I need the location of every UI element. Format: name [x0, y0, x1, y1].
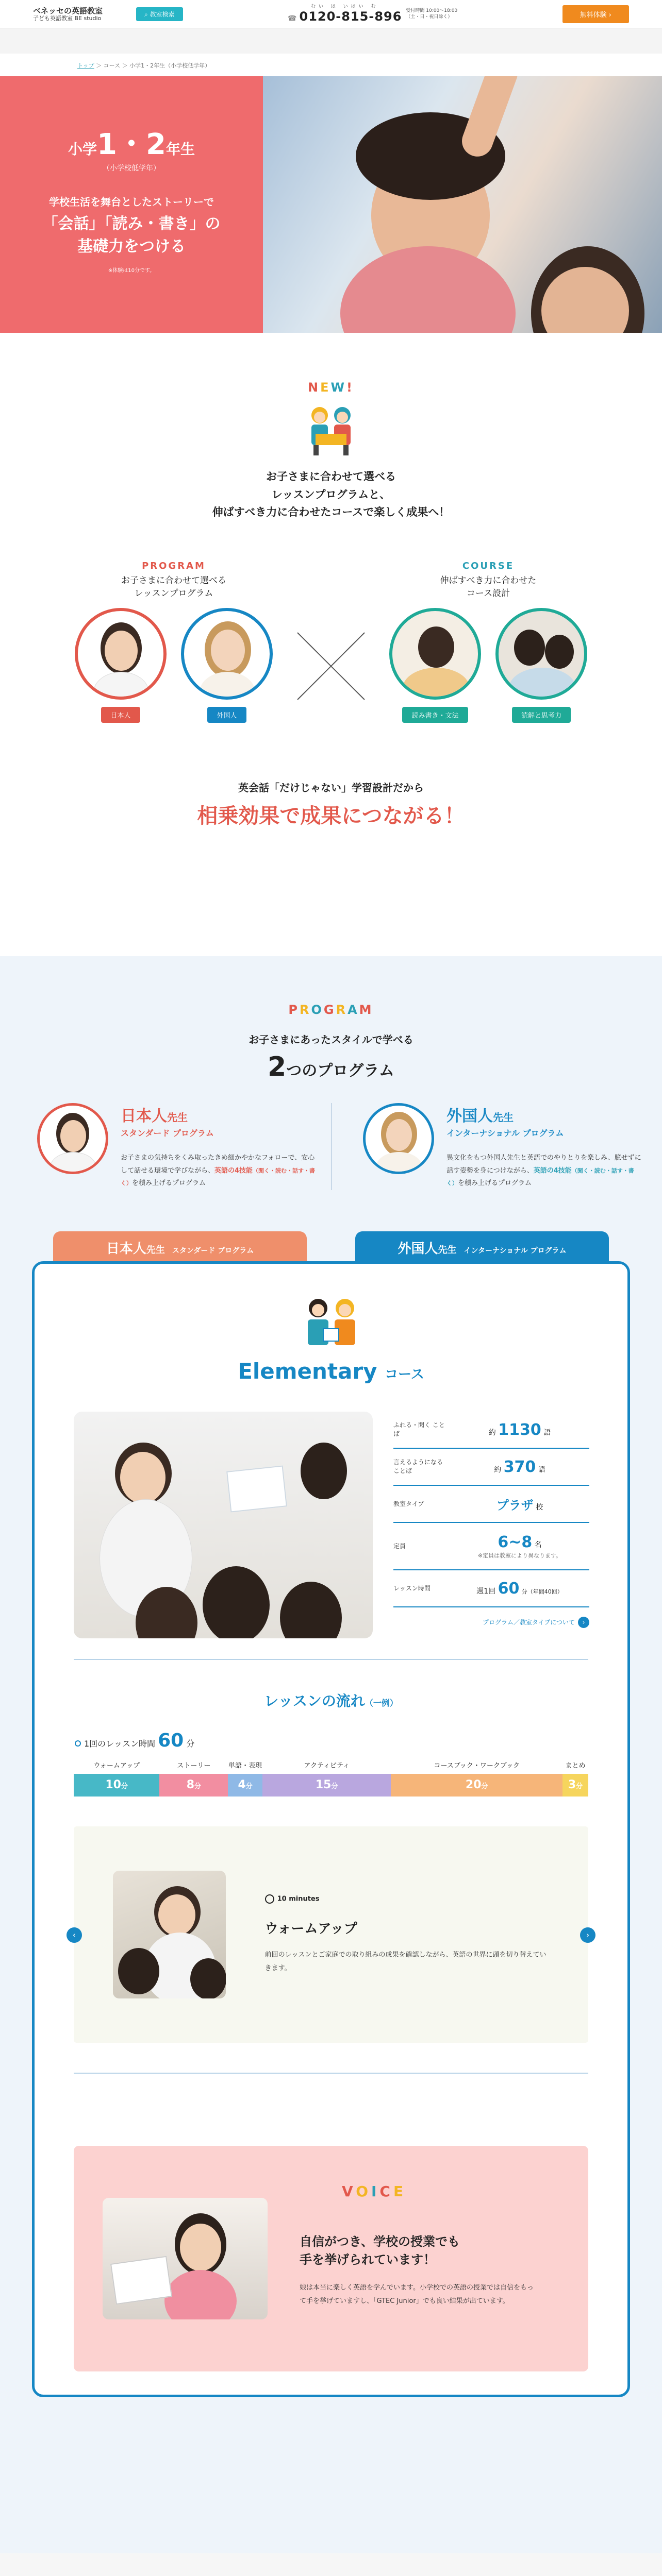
prev-slide-button[interactable]: ‹ [67, 1927, 82, 1943]
comprehension-label: 読解と思考力 [512, 707, 571, 723]
phone-ruby: むい は いはい む [310, 4, 379, 10]
timeline-step-name: まとめ [565, 1762, 586, 1770]
logo-line2: 子ども英語教室 BE studio [33, 14, 102, 22]
classroom-search-button[interactable] [136, 7, 183, 21]
breadcrumb-path: ＞ コース ＞ 小学1・2年生（小学校低学年） [96, 62, 211, 69]
foreign-teacher-card [331, 1103, 641, 1190]
timeline-segment [228, 1758, 262, 1797]
japanese-label: 日本人 [101, 707, 140, 723]
clock-icon [75, 1740, 81, 1747]
elementary-course-title: Elementary コース [238, 1359, 424, 1384]
office-hours [406, 8, 457, 20]
program-badge: PROGRAM [142, 560, 206, 571]
foreign-teacher-text: 異文化をもつ外国人先生と英語でのやりとりを楽しみ、臆せずに話す姿勢を身につけながら、英語の4技能（聞く・読む・話す・書く）を積み上げるプログラム [446, 1154, 641, 1188]
stat-capacity: 定員 6~8 名 ※定員は教室により異なります。 [393, 1523, 589, 1570]
japanese-teacher-avatar [37, 1103, 108, 1174]
voice-title: 自信がつき、学校の授業でも 手を挙げられています！ [300, 2234, 460, 2267]
teacher-cards [0, 1103, 662, 1190]
timeline-segment [74, 1758, 159, 1797]
logo-line1: ベネッセの英語教室 [33, 6, 103, 15]
header-spacer [0, 29, 662, 54]
comprehension-circle [495, 608, 587, 723]
lesson-timeline [74, 1758, 588, 1797]
timeline-step-name: アクティビティ [304, 1762, 350, 1770]
international-program-name: インターナショナル プログラム [446, 1128, 564, 1138]
hours-line2: （土・日・祝日除く） [406, 14, 453, 20]
divider [74, 1659, 588, 1660]
foreign-label: 外国人 [207, 707, 246, 723]
timeline-step-bar: 10分 [74, 1774, 159, 1797]
search-button-label: 教室検索 [150, 11, 175, 18]
hero-photo [263, 76, 662, 333]
reading-writing-label: 読み書き・文法 [402, 707, 468, 723]
timeline-step-name: コースブック・ワークブック [434, 1762, 520, 1770]
children-illustration [300, 400, 362, 456]
japanese-teacher-name: 日本人先生 [121, 1107, 188, 1125]
timeline-step-name: ストーリー [177, 1762, 211, 1770]
stat-speak-words: 言えるようになる ことば 約 370 語 [393, 1449, 589, 1486]
timeline-segment [391, 1758, 562, 1797]
arrow-right-icon: › [578, 1617, 589, 1628]
next-slide-button[interactable]: › [580, 1927, 595, 1943]
hero-lead: 学校生活を舞台としたストーリーで [49, 196, 214, 208]
voice-text: 娘は本当に楽しく英語を学んでいます。小学校での英語の授業では自信をもって手を挙げていますし、「GTEC Junior」でも良い結果が出ています。 [300, 2283, 534, 2305]
stat-lesson-time: レッスン時間 週1回 60 分（年間40回） [393, 1570, 589, 1607]
stat-classroom-type: 教室タイプ プラザ 校 [393, 1486, 589, 1523]
breadcrumb [0, 54, 662, 76]
timeline-segment [262, 1758, 391, 1797]
timeline-step-name: ウォームアップ [93, 1762, 140, 1770]
chevron-right-icon: › [608, 11, 611, 19]
program-type-link[interactable]: プログラム／教室タイプについて › [393, 1617, 589, 1628]
search-icon: ⌕ [144, 11, 150, 18]
hero [0, 76, 662, 333]
reading-writing-circle [389, 608, 481, 723]
hero-grade-sub: （小学校低学年） [103, 164, 160, 173]
japanese-teacher-text: お子さまの気持ちをくみ取ったきめ細かやかなフォローで、安心して話せる環境で学びながら、英語の4技能（聞く・読む・話す・書く）を積み上げるプログラム [121, 1154, 316, 1188]
synergy-lead: 英会話「だけじゃない」学習設計だから [238, 781, 424, 794]
lesson-length: 1回のレッスン時間 60 分 [75, 1730, 627, 1751]
japanese-teacher-circle [75, 608, 167, 723]
tab-international-program[interactable]: 外国人先生 インターナショナル プログラム [355, 1231, 609, 1266]
cross-symbol [292, 628, 370, 705]
new-badge: NEW! [308, 380, 354, 395]
elementary-course-card [32, 1261, 630, 2397]
teachers-illustration [35, 1293, 627, 1351]
synergy-catch: 相乗効果で成果につながる！ [197, 804, 465, 828]
phone-number[interactable] [288, 5, 402, 23]
step-title: ウォームアップ [264, 1921, 357, 1937]
divider [74, 2073, 588, 2074]
program-column [71, 561, 277, 723]
voice-card [74, 2146, 588, 2371]
lesson-flow-title: レッスンの流れ（一例） [264, 1692, 398, 1710]
foreign-teacher-circle [181, 608, 273, 723]
stat-hear-words: ふれる・聞く ことば 約 1130 語 [393, 1412, 589, 1449]
lesson-step-slide [74, 1826, 588, 2043]
timeline-segment [159, 1758, 228, 1797]
foreign-teacher-avatar [363, 1103, 434, 1174]
timeline-step-name: 単語・表現 [228, 1762, 262, 1770]
elementary-lesson-photo [74, 1412, 373, 1638]
new-section [0, 333, 662, 956]
course-section [0, 2553, 662, 2576]
foreign-teacher-name: 外国人先生 [446, 1107, 514, 1125]
timeline-segment [562, 1758, 588, 1797]
course-desc: 伸ばすべき力に合わせた コース設計 [440, 575, 537, 599]
program-course-compare [0, 561, 662, 723]
step-text: 前回のレッスンとご家庭での取り組みの成果を確認しながら、英語の世界に頭を切り替えていきます。 [264, 1951, 547, 1972]
trial-button-label: 無料体験 [580, 11, 607, 19]
timeline-step-bar: 8分 [159, 1774, 228, 1797]
program-subtitle: お子さまにあったスタイルで学べる [249, 1033, 413, 1046]
new-intro: お子さまに合わせて選べる レッスンプログラムと、 伸ばすべき力に合わせたコースで楽しく成果へ！ [212, 470, 450, 519]
site-header [0, 0, 662, 29]
hero-grade: 小学1・2年生 [68, 128, 195, 161]
course-column [385, 561, 591, 723]
timeline-step-bar: 15分 [262, 1774, 391, 1797]
hero-text-panel [0, 76, 263, 333]
free-trial-button[interactable] [562, 5, 629, 23]
program-section-badge: PROGRAM [288, 1003, 374, 1017]
japanese-teacher-card [27, 1103, 331, 1190]
step-duration: 10 minutes [265, 1894, 549, 1904]
course-stats [393, 1412, 589, 1638]
phone-icon: ☎ [288, 14, 297, 23]
breadcrumb-home-link[interactable]: トップ [77, 62, 94, 69]
timeline-step-bar: 3分 [562, 1774, 588, 1797]
phone-number-text: 0120-815-896 [299, 9, 402, 24]
hero-catch: 「会話」「読み・書き」の 基礎力をつける [42, 215, 221, 256]
voice-badge: VOICE [342, 2183, 407, 2200]
hero-note: ※体験は10分です。 [108, 268, 155, 274]
voice-photo [103, 2198, 268, 2319]
course-badge: COURSE [462, 560, 515, 571]
clock-icon [265, 1894, 274, 1904]
program-count-title: 2つのプログラム [268, 1052, 394, 1082]
hours-line1: 受付時間 10:00～18:00 [406, 8, 458, 13]
program-section [0, 956, 662, 2553]
tab-japanese-program[interactable]: 日本人先生 スタンダード プログラム [53, 1231, 307, 1266]
program-desc: お子さまに合わせて選べる レッスンプログラム [121, 575, 226, 599]
japanese-program-name: スタンダード プログラム [121, 1128, 214, 1138]
timeline-step-bar: 20分 [391, 1774, 562, 1797]
site-logo[interactable] [33, 7, 131, 22]
warmup-photo [113, 1871, 226, 1998]
timeline-step-bar: 4分 [228, 1774, 262, 1797]
